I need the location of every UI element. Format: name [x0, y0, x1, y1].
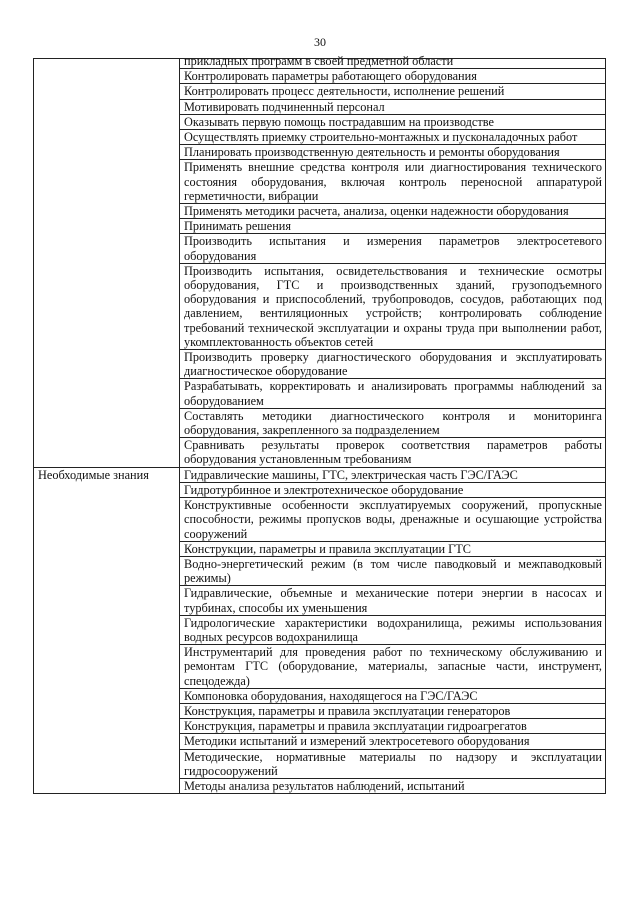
item-text: Гидротурбинное и электротехническое оборудование — [184, 482, 464, 497]
page-number: 30 — [314, 35, 326, 49]
item-text: прикладных программ в своей предметной области — [184, 54, 454, 68]
item-cell — [180, 69, 606, 84]
item-cell — [180, 408, 606, 437]
item-text: Гидравлические, объемные и механические потери энергии в насосах и турбинах, способы их уменьшения — [184, 586, 602, 615]
item-cell — [180, 467, 606, 482]
item-text: Водно-энергетический режим (в том числе паводковый и межпаводковый режимы) — [184, 556, 602, 586]
item-cell — [180, 114, 606, 129]
item-text: Конструкция, параметры и правила эксплуатации гидроагрегатов — [184, 719, 527, 734]
item-text: Конструкция, параметры и правила эксплуатации генераторов — [184, 703, 511, 718]
item-text: Оказывать первую помощь пострадавшим на производстве — [184, 114, 494, 129]
item-cell — [180, 219, 606, 234]
item-cell — [180, 234, 606, 263]
item-text: Контролировать процесс деятельности, исполнение решений — [184, 84, 505, 99]
section-label-cell — [34, 467, 180, 793]
item-text: Производить испытания и измерения параметров электросетевого оборудования — [184, 234, 602, 263]
item-cell — [180, 645, 606, 689]
item-text: Методы анализа результатов наблюдений, испытаний — [184, 778, 465, 793]
item-cell — [180, 778, 606, 793]
item-text: Методические, нормативные материалы по надзору и эксплуатации гидросооружений — [184, 749, 602, 778]
item-cell — [180, 615, 606, 644]
item-cell — [180, 438, 606, 467]
item-cell — [180, 54, 606, 69]
item-cell — [180, 130, 606, 145]
item-text: Гидравлические машины, ГТС, электрическая часть ГЭС/ГАЭС — [184, 467, 518, 482]
item-cell — [180, 749, 606, 778]
item-text: Применять методики расчета, анализа, оценки надежности оборудования — [184, 204, 569, 219]
item-text: Принимать решения — [184, 219, 292, 234]
item-cell — [180, 145, 606, 160]
table-row — [34, 467, 606, 482]
item-text: Составлять методики диагностического контроля и мониторинга оборудования, закрепленного за подразделением — [184, 408, 602, 438]
item-text: Планировать производственную деятельность и ремонты оборудования — [184, 145, 560, 160]
item-cell — [180, 719, 606, 734]
item-text: Контролировать параметры работающего оборудования — [184, 69, 477, 84]
item-cell — [180, 688, 606, 703]
item-text: Производить испытания, освидетельствования и технические осмотры оборудования, ГТС и производственных зданий, грузоподъемного оборудования и приспособлений, трубопроводов, сосудов, работающих под давлением, вентиляционных устройств; контролировать соблюдение требований технической эксплуатации и охраны труда при выполнении работ, укомплектованность объектов сетей — [184, 263, 602, 349]
item-cell — [180, 84, 606, 99]
item-text: Конструкции, параметры и правила эксплуатации ГТС — [184, 541, 471, 556]
item-text: Производить проверку диагностического оборудования и эксплуатировать диагностическое оборудование — [184, 350, 602, 379]
section-label-cell — [34, 59, 180, 468]
item-cell — [180, 263, 606, 349]
section-label: Необходимые знания — [38, 467, 149, 482]
item-text: Гидрологические характеристики водохранилища, режимы использования водных ресурсов водохранилища — [184, 615, 602, 644]
requirements-table-body — [34, 54, 606, 794]
item-cell — [180, 379, 606, 408]
item-text: Применять внешние средства контроля или диагностирования технического состояния оборудования, включая контроль переносной аппаратурой герметичности, вибрации — [184, 160, 602, 203]
item-cell — [180, 498, 606, 542]
item-text: Компоновка оборудования, находящегося на ГЭС/ГАЭС — [184, 688, 478, 703]
item-cell — [180, 160, 606, 204]
item-cell — [180, 99, 606, 114]
item-text: Инструментарий для проведения работ по техническому обслуживанию и ремонтам ГТС (оборудование, материалы, запасные части, инструмент, спецодежда) — [184, 645, 602, 688]
table-row — [34, 59, 606, 69]
item-cell — [180, 586, 606, 615]
item-cell — [180, 204, 606, 219]
item-cell — [180, 350, 606, 379]
item-cell — [180, 482, 606, 497]
item-cell — [180, 703, 606, 718]
item-text: Методики испытаний и измерений электросетевого оборудования — [184, 734, 530, 749]
item-cell — [180, 734, 606, 749]
item-text: Разрабатывать, корректировать и анализировать программы наблюдений за оборудованием — [184, 379, 602, 408]
item-text: Мотивировать подчиненный персонал — [184, 99, 385, 114]
item-cell — [180, 541, 606, 556]
requirements-table — [33, 54, 606, 794]
item-text: Осуществлять приемку строительно-монтажных и пусконаладочных работ — [184, 130, 578, 145]
item-cell — [180, 556, 606, 585]
item-text: Конструктивные особенности эксплуатируемых сооружений, пропускные способности, режимы пропусков воды, дренажные и осушающие устройства сооружений — [184, 498, 602, 541]
item-text: Сравнивать результаты проверок соответствия параметров работы оборудования установленным требованиям — [184, 438, 602, 467]
